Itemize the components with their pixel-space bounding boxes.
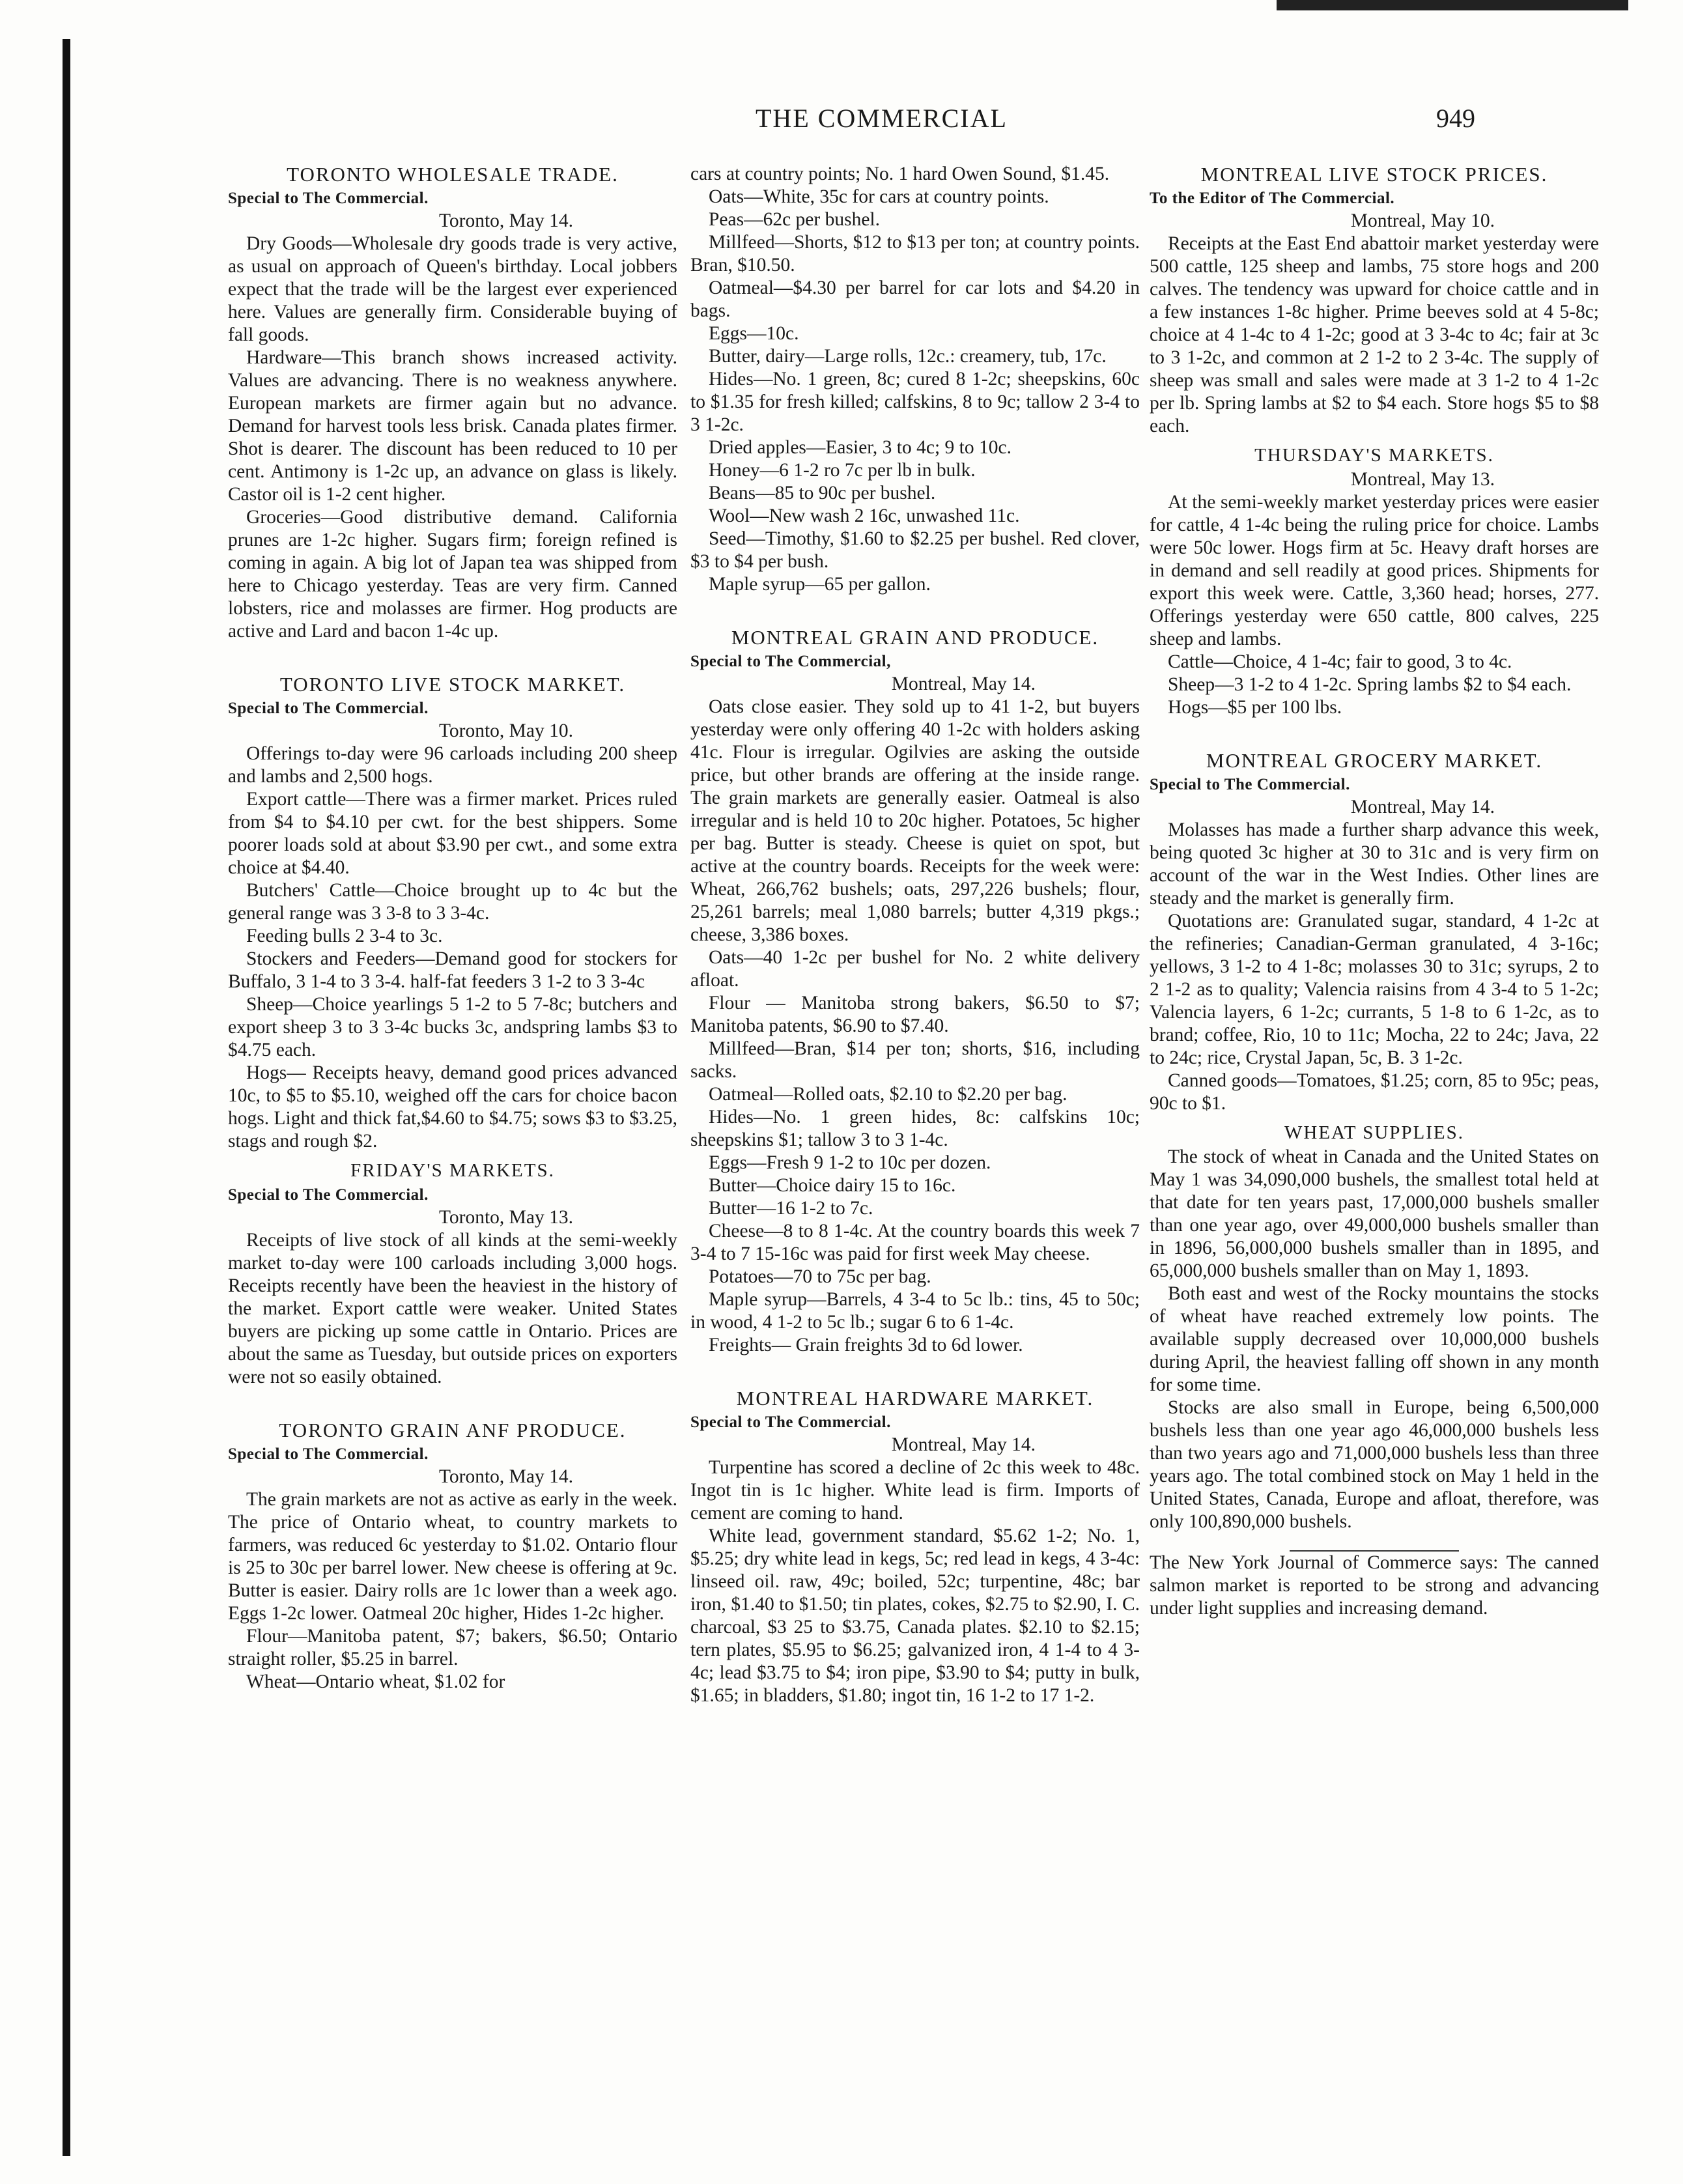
paragraph: Honey—6 1-2 ro 7c per lb in bulk.: [709, 460, 976, 481]
column-1: [228, 163, 677, 1694]
paragraph: Feeding bulls 2 3-4 to 3c.: [246, 926, 443, 946]
paragraph: Seed—Timothy, $1.60 to $2.25 per bushel. Red clover, $3 to $4 per bush.: [690, 528, 1140, 572]
paragraph: Sheep—3 1-2 to 4 1-2c. Spring lambs $2 to $4 each.: [1168, 674, 1572, 695]
article-toronto-grain-anf-produce: [228, 1419, 677, 1694]
paragraph: Freights— Grain freights 3d to 6d lower.: [709, 1335, 1023, 1355]
special-line: Special to The Commercial.: [228, 700, 429, 717]
paragraph: Stockers and Feeders—Demand good for stockers for Buffalo, 3 1-4 to 3 3-4. half-fat feeders 3 1-2 to 3 3-4c: [228, 948, 677, 992]
article-montreal-grain-and-produce: [690, 626, 1140, 1357]
paragraph: Export cattle—There was a firmer market. Prices ruled from $4 to $4.10 per cwt. for the best shippers. Some poorer loads sold at about $3.90 per cwt., and some extra choice at $4.40.: [228, 789, 677, 878]
paragraph: Hides—No. 1 green hides, 8c: calfskins 10c; sheepskins $1; tallow 3 to 3 1-4c.: [690, 1107, 1140, 1150]
paragraph: Cheese—8 to 8 1-4c. At the country boards this week 7 3-4 to 7 15-16c was paid for first week May cheese.: [690, 1221, 1140, 1264]
article-friday-s-markets: [228, 1159, 677, 1389]
article-montreal-grocery-market: [1150, 749, 1599, 1115]
article-heading: TORONTO GRAIN ANF PRODUCE.: [279, 1419, 627, 1441]
special-line: Special to The Commercial,: [690, 653, 891, 670]
dateline: Montreal, May 14.: [891, 674, 1036, 694]
column-2: [690, 163, 1140, 1707]
dateline: Montreal, May 14.: [891, 1434, 1036, 1455]
paragraph: Butter, dairy—Large rolls, 12c.: creamery, tub, 17c.: [709, 346, 1107, 367]
page-number: 949: [1436, 104, 1475, 133]
article-heading: MONTREAL GROCERY MARKET.: [1206, 749, 1543, 772]
paragraph: Eggs—Fresh 9 1-2 to 10c per dozen.: [709, 1152, 991, 1173]
paragraph: Butter—Choice dairy 15 to 16c.: [709, 1175, 956, 1196]
paragraph: White lead, government standard, $5.62 1-2; No. 1, $5.25; dry white lead in kegs, 5c; red lead in kegs, 4 3-4c: linseed oil. raw, 49c; boiled, 52c; turpentine, 48c; bar iron, $1.40 to $1.50; tin plates, cokes, $2.75 to $2.90, I. C. charcoal, $3 25 to $3.75, Canada plates. $2.10 to $2.15; tern plates, $5.95 to $6.25; galvanized iron, 4 1-4 to 4 3-4c; lead $3.75 to $4; iron pipe, $3.90 to $4; putty in bulk, $1.65; in bladders, $1.80; ingot tin, 16 1-2 to 17 1-2.: [690, 1525, 1140, 1706]
paragraph: Oatmeal—$4.30 per barrel for car lots and $4.20 in bags.: [690, 277, 1140, 321]
article-continued: [690, 163, 1140, 596]
paragraph: Canned goods—Tomatoes, $1.25; corn, 85 to 95c; peas, 90c to $1.: [1150, 1070, 1599, 1114]
paragraph: Beans—85 to 90c per bushel.: [709, 483, 936, 503]
article-montreal-hardware-market: [690, 1387, 1140, 1707]
paragraph: Oats close easier. They sold up to 41 1-2, but buyers yesterday were only offering 40 1-2c with holders asking 41c. Flour is irregular. Ogilvies are asking the outside price, but other brands are offering at the inside range. The grain markets are generally easier. Oatmeal is also irregular and is held 10 to 20c higher. Potatoes, 5c higher per bag. Butter is steady. Cheese is quiet on spot, but active at the country boards. Receipts for the week were: Wheat, 266,762 bushels; oats, 297,226 bushels; flour, 25,261 barrels; meal 1,080 barrels; butter 4,319 pkgs.; cheese, 3,386 boxes.: [690, 696, 1140, 945]
paragraph: Millfeed—Bran, $14 per ton; shorts, $16, including sacks.: [690, 1038, 1140, 1082]
article-heading: TORONTO LIVE STOCK MARKET.: [279, 673, 626, 696]
paragraph: Oatmeal—Rolled oats, $2.10 to $2.20 per bag.: [709, 1084, 1068, 1105]
paragraph: The grain markets are not as active as early in the week. The price of Ontario wheat, to country markets to farmers, was reduced 6c yesterday to $1.02. Ontario flour is 25 to 30c per barrel lower. New cheese is offering at 9c. Butter is easier. Dairy rolls are 1c lower than a week ago. Eggs 1-2c lower. Oatmeal 20c higher, Hides 1-2c higher.: [228, 1489, 677, 1624]
special-line: Special to The Commercial.: [228, 1445, 429, 1463]
special-line: Special to The Commercial.: [690, 1413, 891, 1431]
paragraph: Receipts at the East End abattoir market yesterday were 500 cattle, 125 sheep and lambs, 75 store hogs and 200 calves. The tendency was upward for choice cattle and in a few instances 1-8c higher. Prime beeves sold at 4 5-8c; choice at 4 1-4c to 4 1-2c; good at 3 3-4c to 4c; fair at 3c to 3 1-2c, and common at 2 1-2 to 2 3-4c. The supply of sheep was small and sales were made at 3 1-2 to 4 1-2c per lb. Spring lambs at $2 to $4 each. Store hogs $5 to $8 each.: [1150, 233, 1599, 436]
paragraph: Groceries—Good distributive demand. California prunes are 1-2c higher. Sugars firm; foreign refined is coming in again. A big lot of Japan tea was shipped from here to Chicago yesterday. Teas are very firm. Canned lobsters, rice and molasses are firmer. Hog products are active and Lard and bacon 1-4c up.: [228, 507, 677, 642]
paragraph: Hides—No. 1 green, 8c; cured 8 1-2c; sheepskins, 60c to $1.35 for fresh killed; calfskins, 8 to 9c; tallow 2 3-4 to 3 1-2c.: [690, 369, 1140, 435]
dateline: Toronto, May 13.: [438, 1207, 573, 1228]
column-3: [1150, 163, 1599, 1620]
paragraph: Peas—62c per bushel.: [709, 209, 880, 230]
paragraph: Hardware—This branch shows increased activity. Values are advancing. There is no weakness anywhere. European markets are firmer again but no advance. Demand for harvest tools less brisk. Canada plates firmer. Shot is dearer. The discount has been reduced to 10 per cent. Antimony is 1-2c up, an advance on glass is likely. Castor oil is 1-2 cent higher.: [228, 347, 677, 505]
paragraph: Wheat—Ontario wheat, $1.02 for: [246, 1671, 505, 1692]
article-heading: MONTREAL LIVE STOCK PRICES.: [1200, 163, 1548, 186]
paragraph: Oats—40 1-2c per bushel for No. 2 white delivery afloat.: [690, 947, 1140, 991]
article-toronto-live-stock-market: [228, 673, 677, 1153]
dateline: Toronto, May 10.: [438, 720, 573, 741]
paragraph: Hogs— Receipts heavy, demand good prices advanced 10c, to $5 to $5.10, weighed off the cars for choice bacon hogs. Light and thick fat,$4.60 to $4.75; sows $3 to $3.25, stags and rough $2.: [228, 1062, 677, 1152]
article-heading: FRIDAY'S MARKETS.: [350, 1160, 555, 1181]
page-edge-top: [1277, 0, 1628, 10]
article-toronto-wholesale-trade: [228, 163, 677, 643]
paragraph: Flour — Manitoba strong bakers, $6.50 to $7; Manitoba patents, $6.90 to $7.40.: [690, 993, 1140, 1036]
dateline: Montreal, May 13.: [1350, 469, 1495, 490]
article-heading: THURSDAY'S MARKETS.: [1254, 445, 1494, 466]
paragraph: The stock of wheat in Canada and the United States on May 1 was 34,090,000 bushels, the smallest total held at that date for ten years past, 17,000,000 bushels smaller than one year ago, over 49,000,000 bushels smaller than in 1896, 56,000,000 bushels smaller than in 1895, and 65,000,000 bushels smaller than on May 1, 1893.: [1150, 1146, 1599, 1281]
special-line: Special to The Commercial.: [1150, 776, 1350, 793]
paragraph: Wool—New wash 2 16c, unwashed 11c.: [709, 505, 1020, 526]
paragraph: Eggs—10c.: [709, 323, 799, 344]
article-heading: WHEAT SUPPLIES.: [1284, 1122, 1464, 1143]
article-wheat-supplies: [1150, 1122, 1599, 1533]
paragraph: The New York Journal of Commerce says: The canned salmon market is reported to be strong and advancing under light supplies and increasing demand.: [1150, 1552, 1599, 1619]
article-thursday-s-markets: [1150, 444, 1599, 719]
paragraph: Oats—White, 35c for cars at country points.: [709, 186, 1049, 207]
article-heading: TORONTO WHOLESALE TRADE.: [287, 163, 619, 186]
paragraph: Potatoes—70 to 75c per bag.: [709, 1266, 931, 1287]
paragraph: Millfeed—Shorts, $12 to $13 per ton; at country points. Bran, $10.50.: [690, 232, 1140, 276]
paragraph: Cattle—Choice, 4 1-4c; fair to good, 3 to 4c.: [1168, 651, 1512, 672]
special-line: Special to The Commercial.: [228, 190, 429, 207]
article-montreal-live-stock-prices: [1150, 163, 1599, 438]
special-line: Special to The Commercial.: [228, 1186, 429, 1204]
dateline: Toronto, May 14.: [438, 1466, 573, 1487]
article-heading: MONTREAL GRAIN AND PRODUCE.: [731, 626, 1099, 649]
running-head: THE COMMERCIAL: [756, 104, 1008, 133]
article-continued: [1150, 1550, 1599, 1620]
paragraph: Offerings to-day were 96 carloads including 200 sheep and lambs and 2,500 hogs.: [228, 743, 677, 787]
paragraph: Sheep—Choice yearlings 5 1-2 to 5 7-8c; butchers and export sheep 3 to 3 3-4c bucks 3c, andspring lambs $3 to $4.75 each.: [228, 994, 677, 1060]
paragraph: Maple syrup—Barrels, 4 3-4 to 5c lb.: tins, 45 to 50c; in wood, 4 1-2 to 5c lb.; sugar 6 to 6 1-4c.: [690, 1289, 1140, 1333]
paragraph: Butchers' Cattle—Choice brought up to 4c but the general range was 3 3-8 to 3 3-4c.: [228, 880, 677, 924]
paragraph: Molasses has made a further sharp advance this week, being quoted 3c higher at 30 to 31c and is very firm on account of the war in the West Indies. Other lines are steady and the market is generally firm.: [1150, 819, 1599, 909]
page-edge-left: [63, 39, 70, 2156]
special-line: To the Editor of The Commercial.: [1150, 190, 1395, 207]
dateline: Toronto, May 14.: [438, 210, 573, 231]
paragraph: Hogs—$5 per 100 lbs.: [1168, 697, 1342, 718]
paragraph: At the semi-weekly market yesterday prices were easier for cattle, 4 1-4c being the ruling price for choice. Lambs were 50c lower. Hogs firm at 5c. Heavy draft horses are in demand and sell readily at good prices. Shipments for export this week were. Cattle, 3,360 head; horses, 277. Offerings yesterday were 650 cattle, 800 calves, 225 sheep and lambs.: [1150, 492, 1599, 649]
dateline: Montreal, May 10.: [1350, 210, 1495, 231]
paragraph: Flour—Manitoba patent, $7; bakers, $6.50; Ontario straight roller, $5.25 in barrel.: [228, 1626, 677, 1669]
paragraph: Maple syrup—65 per gallon.: [709, 574, 931, 595]
paragraph: Both east and west of the Rocky mountains the stocks of wheat have reached extremely low points. The available supply decreased over 10,000,000 bushels during April, the heaviest falling off shown in any month for some time.: [1150, 1283, 1599, 1395]
paragraph: Quotations are: Granulated sugar, standard, 4 1-2c at the refineries; Canadian-German granulated, 4 3-16c; yellows, 3 1-2 to 4 1-8c; molasses 30 to 31c; syrups, 2 to 2 1-2 as to quality; Valencia raisins from 4 3-4 to 5 1-2c; Valencia layers, 6 1-2c; currants, 5 1-8 to 6 1-2c, as to brand; coffee, Rio, 10 to 11c; Mocha, 22 to 24c; Java, 22 to 24c; rice, Crystal Japan, 5c, B. 3 1-2c.: [1150, 911, 1599, 1068]
dateline: Montreal, May 14.: [1350, 797, 1495, 817]
paragraph: Dried apples—Easier, 3 to 4c; 9 to 10c.: [709, 437, 1011, 458]
paragraph: Receipts of live stock of all kinds at the semi-weekly market to-day were 100 carloads including 3,000 hogs. Receipts recently have been the heaviest in the history of the market. Export cattle were weaker. United States buyers are picking up some cattle in Ontario. Prices are about the same as Tuesday, but outside prices on exporters were not so easily obtained.: [228, 1230, 677, 1387]
paragraph: Turpentine has scored a decline of 2c this week to 48c. Ingot tin is 1c higher. White lead is firm. Imports of cement are coming to hand.: [690, 1457, 1140, 1524]
paragraph: cars at country points; No. 1 hard Owen Sound, $1.45.: [690, 163, 1110, 184]
paragraph: Butter—16 1-2 to 7c.: [709, 1198, 873, 1219]
article-heading: MONTREAL HARDWARE MARKET.: [736, 1387, 1094, 1410]
paragraph: Stocks are also small in Europe, being 6,500,000 bushels less than one year ago 46,000,000 bushels less than two years ago and 71,000,000 bushels less than three years ago. The total combined stock on May 1 held in the United States, Canada, Europe and afloat, therefore, was only 100,890,000 bushels.: [1150, 1397, 1599, 1532]
paragraph: Dry Goods—Wholesale dry goods trade is very active, as usual on approach of Queen's birthday. Local jobbers expect that the trade will be the largest ever experienced here. Values are generally firm. Considerable buying of fall goods.: [228, 233, 677, 345]
